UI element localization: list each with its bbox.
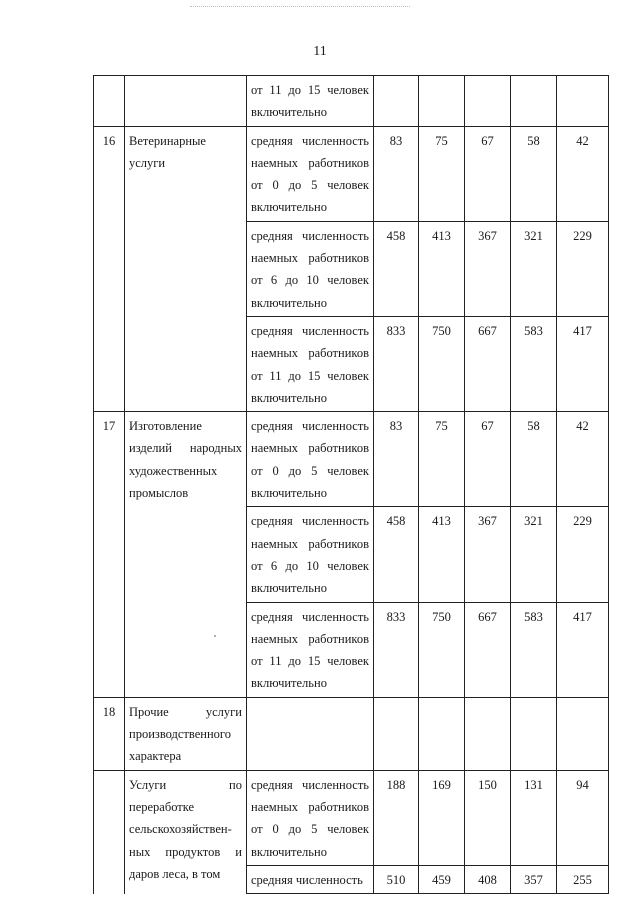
value-cell: 357 — [511, 865, 557, 893]
service-cell: Ветеринарные услуги — [125, 126, 247, 412]
description-cell: средняя численность — [247, 865, 374, 893]
description-cell — [247, 697, 374, 770]
value-cell: 408 — [465, 865, 511, 893]
value-cell: 833 — [374, 316, 419, 411]
description-cell: средняя численность наемных работников от 0 до 5 человек включительно — [247, 770, 374, 865]
value-cell: 583 — [511, 316, 557, 411]
value-cell — [374, 76, 419, 127]
description-cell: средняя численность наемных работников от 0 до 5 человек включительно — [247, 412, 374, 507]
value-cell: 750 — [419, 316, 465, 411]
value-cell: 229 — [557, 221, 609, 316]
value-cell: 83 — [374, 412, 419, 507]
table-row — [94, 412, 609, 507]
service-cell: Услуги по переработке сельскохозяйствен-ных продуктов и даров леса, в том — [125, 770, 247, 893]
value-cell: 833 — [374, 602, 419, 697]
value-cell: 417 — [557, 602, 609, 697]
value-cell: 667 — [465, 602, 511, 697]
value-cell: 417 — [557, 316, 609, 411]
value-cell: 321 — [511, 221, 557, 316]
value-cell: 255 — [557, 865, 609, 893]
value-cell: 94 — [557, 770, 609, 865]
value-cell: 150 — [465, 770, 511, 865]
description-cell: средняя численность наемных работников от 11 до 15 человек включительно — [247, 316, 374, 411]
value-cell: 131 — [511, 770, 557, 865]
value-cell: 67 — [465, 412, 511, 507]
description-cell: средняя численность наемных работников от 11 до 15 человек включительно — [247, 602, 374, 697]
value-cell: 459 — [419, 865, 465, 893]
value-cell: 367 — [465, 221, 511, 316]
service-cell: Изготовление изделий народных художественных промыслов — [125, 412, 247, 698]
scan-artifact-line — [190, 6, 410, 8]
value-cell: 413 — [419, 221, 465, 316]
row-number-cell: 17 — [94, 412, 125, 698]
value-cell: 510 — [374, 865, 419, 893]
value-cell: 42 — [557, 126, 609, 221]
description-cell: средняя численность наемных работников от 6 до 10 человек включительно — [247, 507, 374, 602]
value-cell — [557, 76, 609, 127]
description-cell: от 11 до 15 человек включительно — [247, 76, 374, 127]
description-cell: средняя численность наемных работников от 0 до 5 человек включительно — [247, 126, 374, 221]
value-cell — [465, 76, 511, 127]
description-cell: средняя численность наемных работников от 6 до 10 человек включительно — [247, 221, 374, 316]
value-cell: 42 — [557, 412, 609, 507]
table-row — [94, 76, 609, 127]
tariff-table — [93, 75, 609, 894]
value-cell: 58 — [511, 126, 557, 221]
value-cell — [511, 697, 557, 770]
value-cell: 750 — [419, 602, 465, 697]
row-number-cell: 18 — [94, 697, 125, 770]
value-cell: 75 — [419, 126, 465, 221]
value-cell: 58 — [511, 412, 557, 507]
value-cell: 83 — [374, 126, 419, 221]
value-cell: 75 — [419, 412, 465, 507]
row-number-cell: 16 — [94, 126, 125, 412]
value-cell: 229 — [557, 507, 609, 602]
table-row — [94, 697, 609, 770]
value-cell: 413 — [419, 507, 465, 602]
value-cell: 188 — [374, 770, 419, 865]
value-cell: 321 — [511, 507, 557, 602]
service-cell — [125, 76, 247, 127]
table-row — [94, 126, 609, 221]
value-cell — [511, 76, 557, 127]
value-cell: 458 — [374, 221, 419, 316]
value-cell: 169 — [419, 770, 465, 865]
value-cell: 583 — [511, 602, 557, 697]
value-cell — [419, 76, 465, 127]
value-cell: 367 — [465, 507, 511, 602]
value-cell: 667 — [465, 316, 511, 411]
value-cell: 458 — [374, 507, 419, 602]
table-row — [94, 770, 609, 865]
value-cell: 67 — [465, 126, 511, 221]
scan-speck — [214, 635, 216, 637]
value-cell — [374, 697, 419, 770]
service-cell: Прочие услуги производственного характера — [125, 697, 247, 770]
row-number-cell — [94, 770, 125, 893]
row-number-cell — [94, 76, 125, 127]
value-cell — [419, 697, 465, 770]
value-cell — [465, 697, 511, 770]
page-number: 11 — [313, 44, 327, 59]
value-cell — [557, 697, 609, 770]
